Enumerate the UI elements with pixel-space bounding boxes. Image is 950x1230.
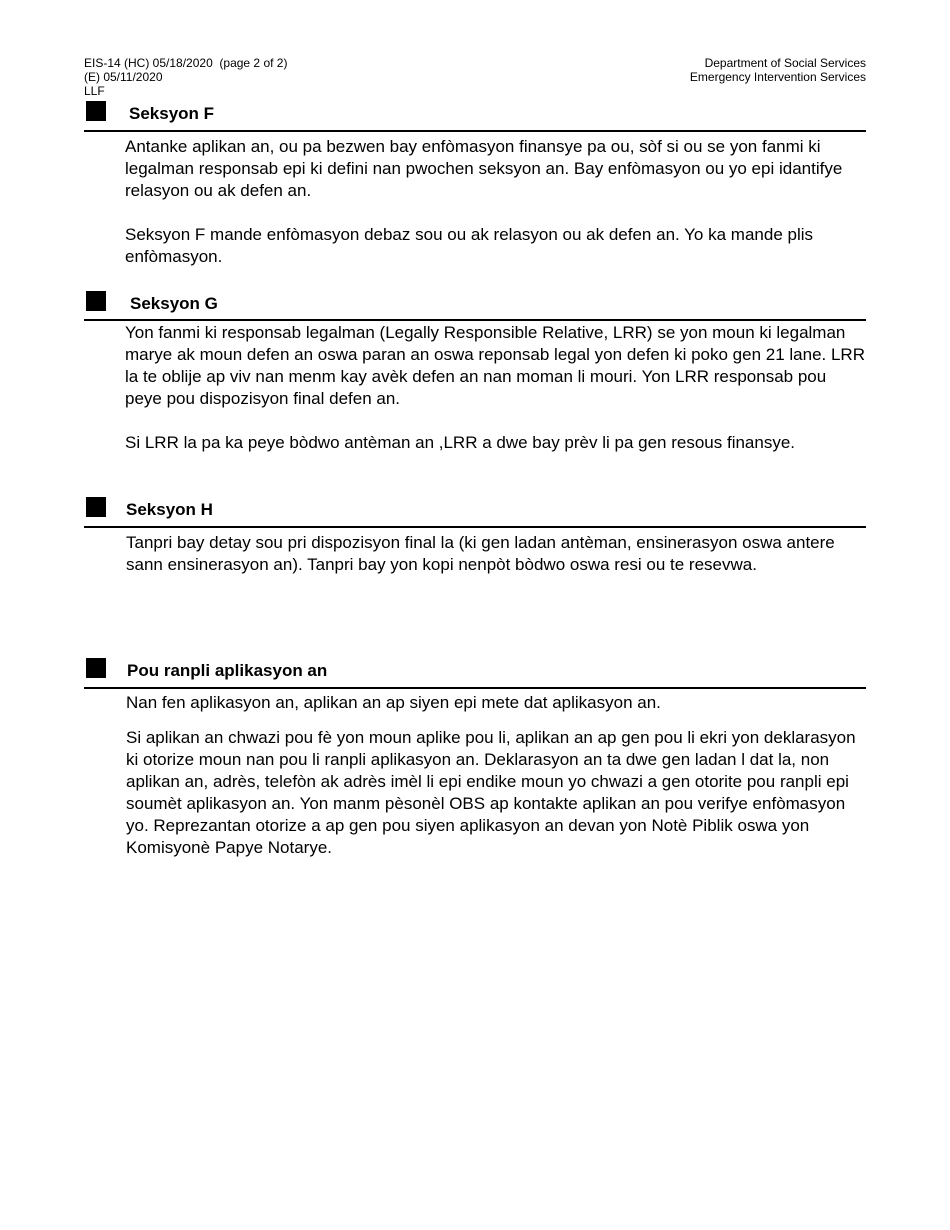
section-body <box>126 692 856 859</box>
section-heading <box>0 658 950 686</box>
form-identifier <box>84 56 287 98</box>
department-name: Department of Social Services <box>704 56 866 70</box>
section-title: Pou ranpli aplikasyon an <box>127 661 328 680</box>
section-title: Seksyon H <box>126 500 213 519</box>
section-h <box>0 497 950 574</box>
section-g <box>0 291 950 452</box>
agency-name <box>690 56 866 84</box>
section-paragraph: Seksyon F mande enfòmasyon debaz sou ou ak relasyon ou ak defen an. Yo ka mande plis enfòmasyon. <box>125 225 814 266</box>
section-heading <box>0 497 950 525</box>
section-title: Seksyon F <box>129 104 215 123</box>
section-paragraph: Nan fen aplikasyon an, aplikan an ap siyen epi mete dat aplikasyon an. <box>126 693 661 712</box>
section-f <box>0 101 950 266</box>
section-heading <box>0 101 950 129</box>
english-version-date: (E) 05/11/2020 <box>84 70 163 84</box>
section-completing-application <box>0 658 950 857</box>
section-paragraph: Antanke aplikan an, ou pa bezwen bay enfòmasyon finansye pa ou, sòf si ou se yon fanmi ki legalman responsab epi ki defini nan pwochen seksyon an. Bay enfòmasyon ou yo epi idantifye relasyon ou ak defen an. <box>125 137 843 200</box>
division-name: Emergency Intervention Services <box>689 70 866 84</box>
section-body <box>126 532 861 576</box>
section-title: Seksyon G <box>130 294 218 313</box>
section-bullet-icon <box>86 658 106 678</box>
section-body <box>125 136 860 268</box>
section-paragraph: Si aplikan an chwazi pou fè yon moun aplike pou li, aplikan an ap gen pou li ekri yon deklarasyon ki otorize moun nan pou li ranpli aplikasyon an. Deklarasyon an ta dwe gen ladan l dat la, non aplikan an, adrès, telefòn ak adrès imèl li epi endike moun yo chwazi a gen otorite pou ranpli epi soumèt aplikasyon an. Yon manm pèsonèl OBS ap kontakte aplikan an pou verifye enfòmasyon yo. Reprezantan otorize a ap gen pou siyen aplikasyon an devan yon Notè Piblik oswa yon Komisyonè Papye Notarye. <box>126 728 856 857</box>
section-paragraph: Tanpri bay detay sou pri dispozisyon final la (ki gen ladan antèman, ensinerasyon oswa antere sann ensinerasyon an). Tanpri bay yon kopi nenpòt bòdwo oswa resi ou te resevwa. <box>126 533 835 574</box>
form-code: EIS-14 (HC) 05/18/2020 (page 2 of 2) <box>84 56 288 70</box>
section-paragraph: Yon fanmi ki responsab legalman (Legally Responsible Relative, LRR) se yon moun ki legalman marye ak moun defen an oswa paran an oswa reponsab legal yon defen ki poko gen 21 lane. LRR la te oblije ap viv nan menm kay avèk defen an nan moman li mouri. Yon LRR responsab pou peye pou dispozisyon final defen an. <box>125 323 865 408</box>
section-body <box>125 322 865 454</box>
section-paragraph: Si LRR la pa ka peye bòdwo antèman an ,LRR a dwe bay prèv li pa gen resous finansye. <box>125 433 796 452</box>
section-heading <box>0 291 950 319</box>
section-divider <box>84 687 866 689</box>
section-divider <box>84 319 866 321</box>
section-bullet-icon <box>86 291 106 311</box>
section-divider <box>84 526 866 528</box>
section-bullet-icon <box>86 101 106 121</box>
section-bullet-icon <box>86 497 106 517</box>
section-divider <box>84 130 866 132</box>
form-suffix: LLF <box>84 84 105 98</box>
